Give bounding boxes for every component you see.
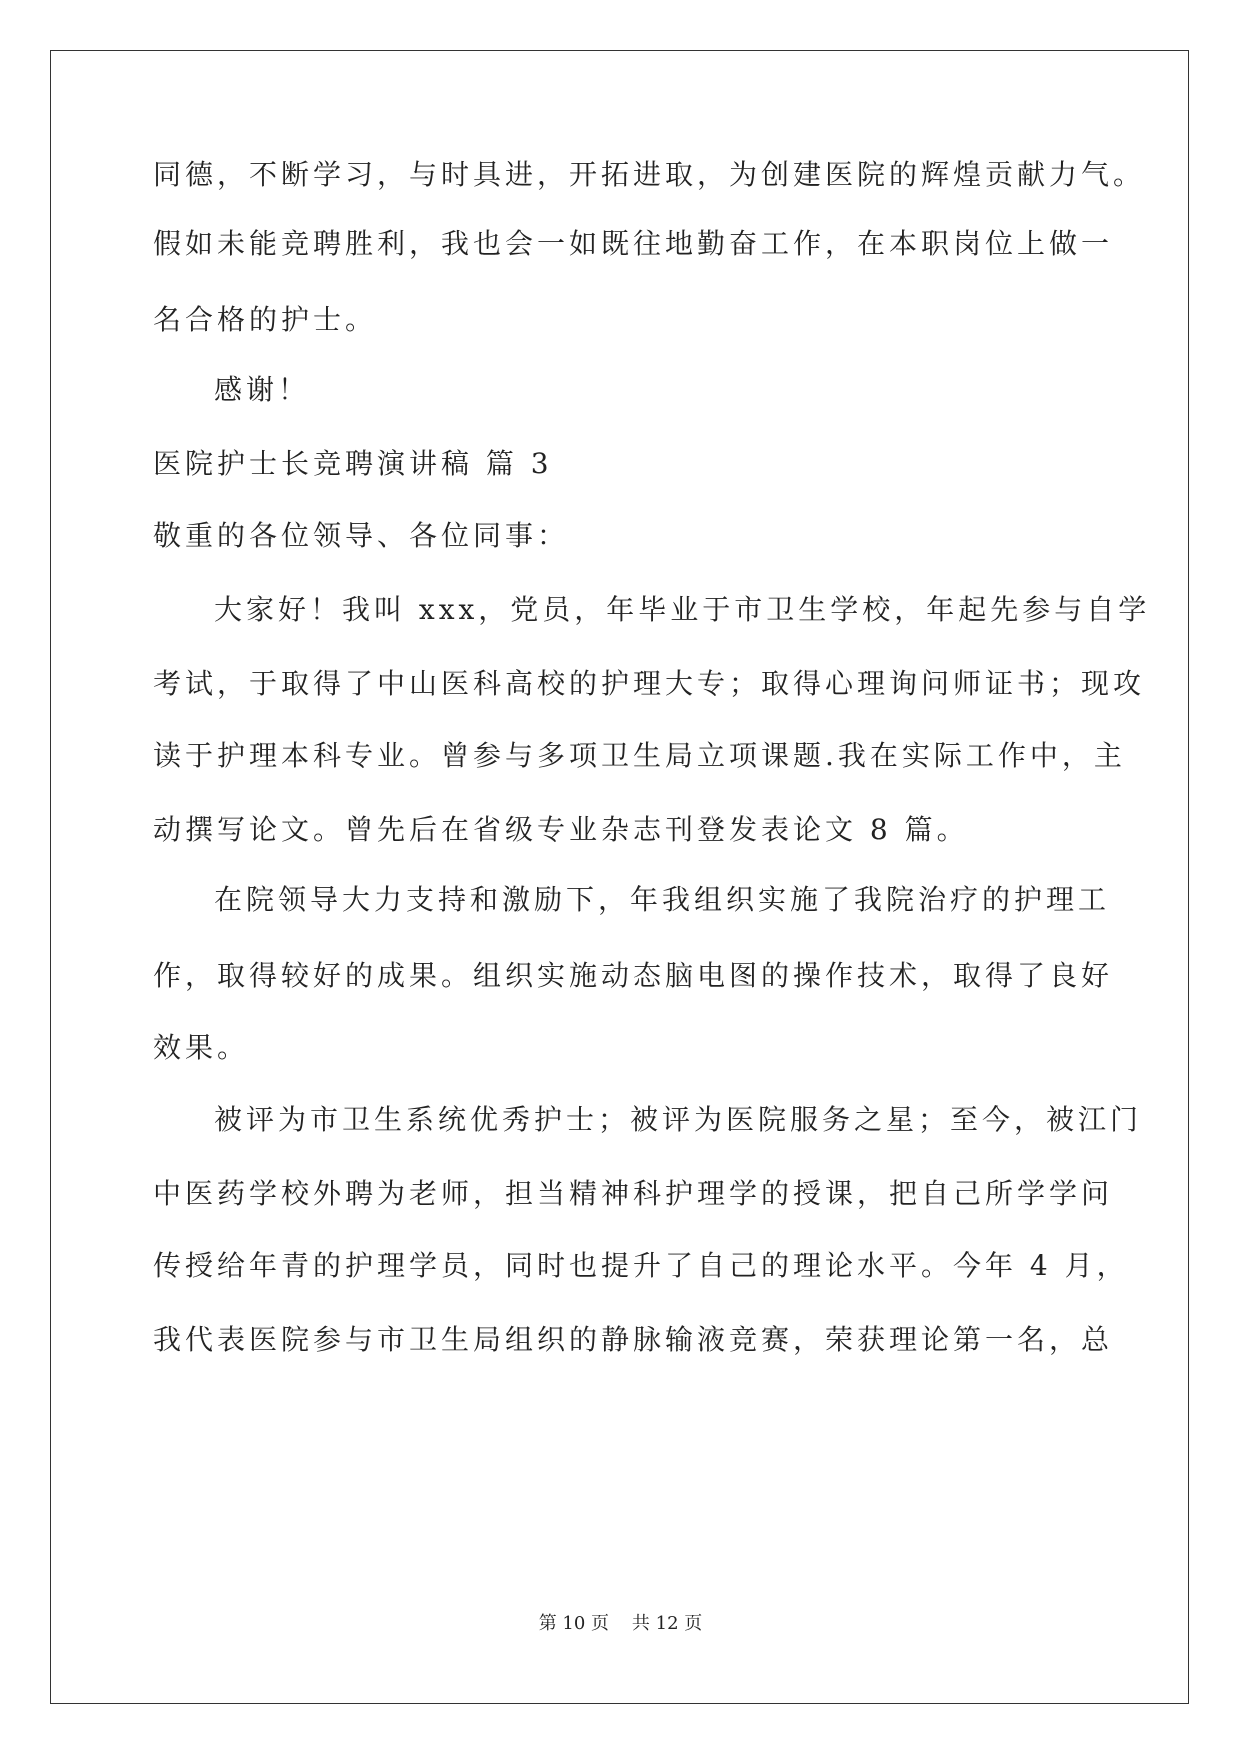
page-number-footer: 第 10 页 共 12 页 (538, 1613, 703, 1634)
body-line-12: 作，取得较好的成果。组织实施动态脑电图的操作技术，取得了良好 (153, 959, 1114, 992)
page-border (50, 50, 1189, 1704)
body-line-14: 被评为市卫生系统优秀护士；被评为医院服务之星；至今，被江门 (214, 1103, 1143, 1136)
body-line-15: 中医药学校外聘为老师，担当精神科护理学的授课，把自己所学学问 (153, 1177, 1114, 1210)
body-line-13: 效果。 (153, 1031, 250, 1064)
body-line-8: 考试，于取得了中山医科高校的护理大专；取得心理询问师证书；现攻 (153, 667, 1146, 700)
section-heading: 医院护士长竞聘演讲稿 篇 3 (153, 447, 553, 480)
closing-thanks: 感谢！ (214, 373, 311, 406)
body-line-3: 名合格的护士。 (153, 303, 378, 336)
body-line-9: 读于护理本科专业。曾参与多项卫生局立项课题.我在实际工作中，主 (153, 739, 1126, 772)
body-line-17: 我代表医院参与市卫生局组织的静脉输液竞赛，荣获理论第一名，总 (153, 1323, 1114, 1356)
body-line-2: 假如未能竞聘胜利，我也会一如既往地勤奋工作，在本职岗位上做一 (153, 227, 1114, 260)
body-line-16: 传授给年青的护理学员，同时也提升了自己的理论水平。今年 4 月， (153, 1249, 1129, 1282)
salutation: 敬重的各位领导、各位同事： (153, 519, 570, 552)
body-line-7: 大家好！我叫 xxx，党员，年毕业于市卫生学校，年起先参与自学 (214, 593, 1151, 626)
body-line-11: 在院领导大力支持和激励下，年我组织实施了我院治疗的护理工 (214, 883, 1111, 916)
body-line-1: 同德，不断学习，与时具进，开拓进取，为创建医院的辉煌贡献力气。 (153, 158, 1146, 191)
body-line-10: 动撰写论文。曾先后在省级专业杂志刊登发表论文 8 篇。 (153, 813, 969, 846)
